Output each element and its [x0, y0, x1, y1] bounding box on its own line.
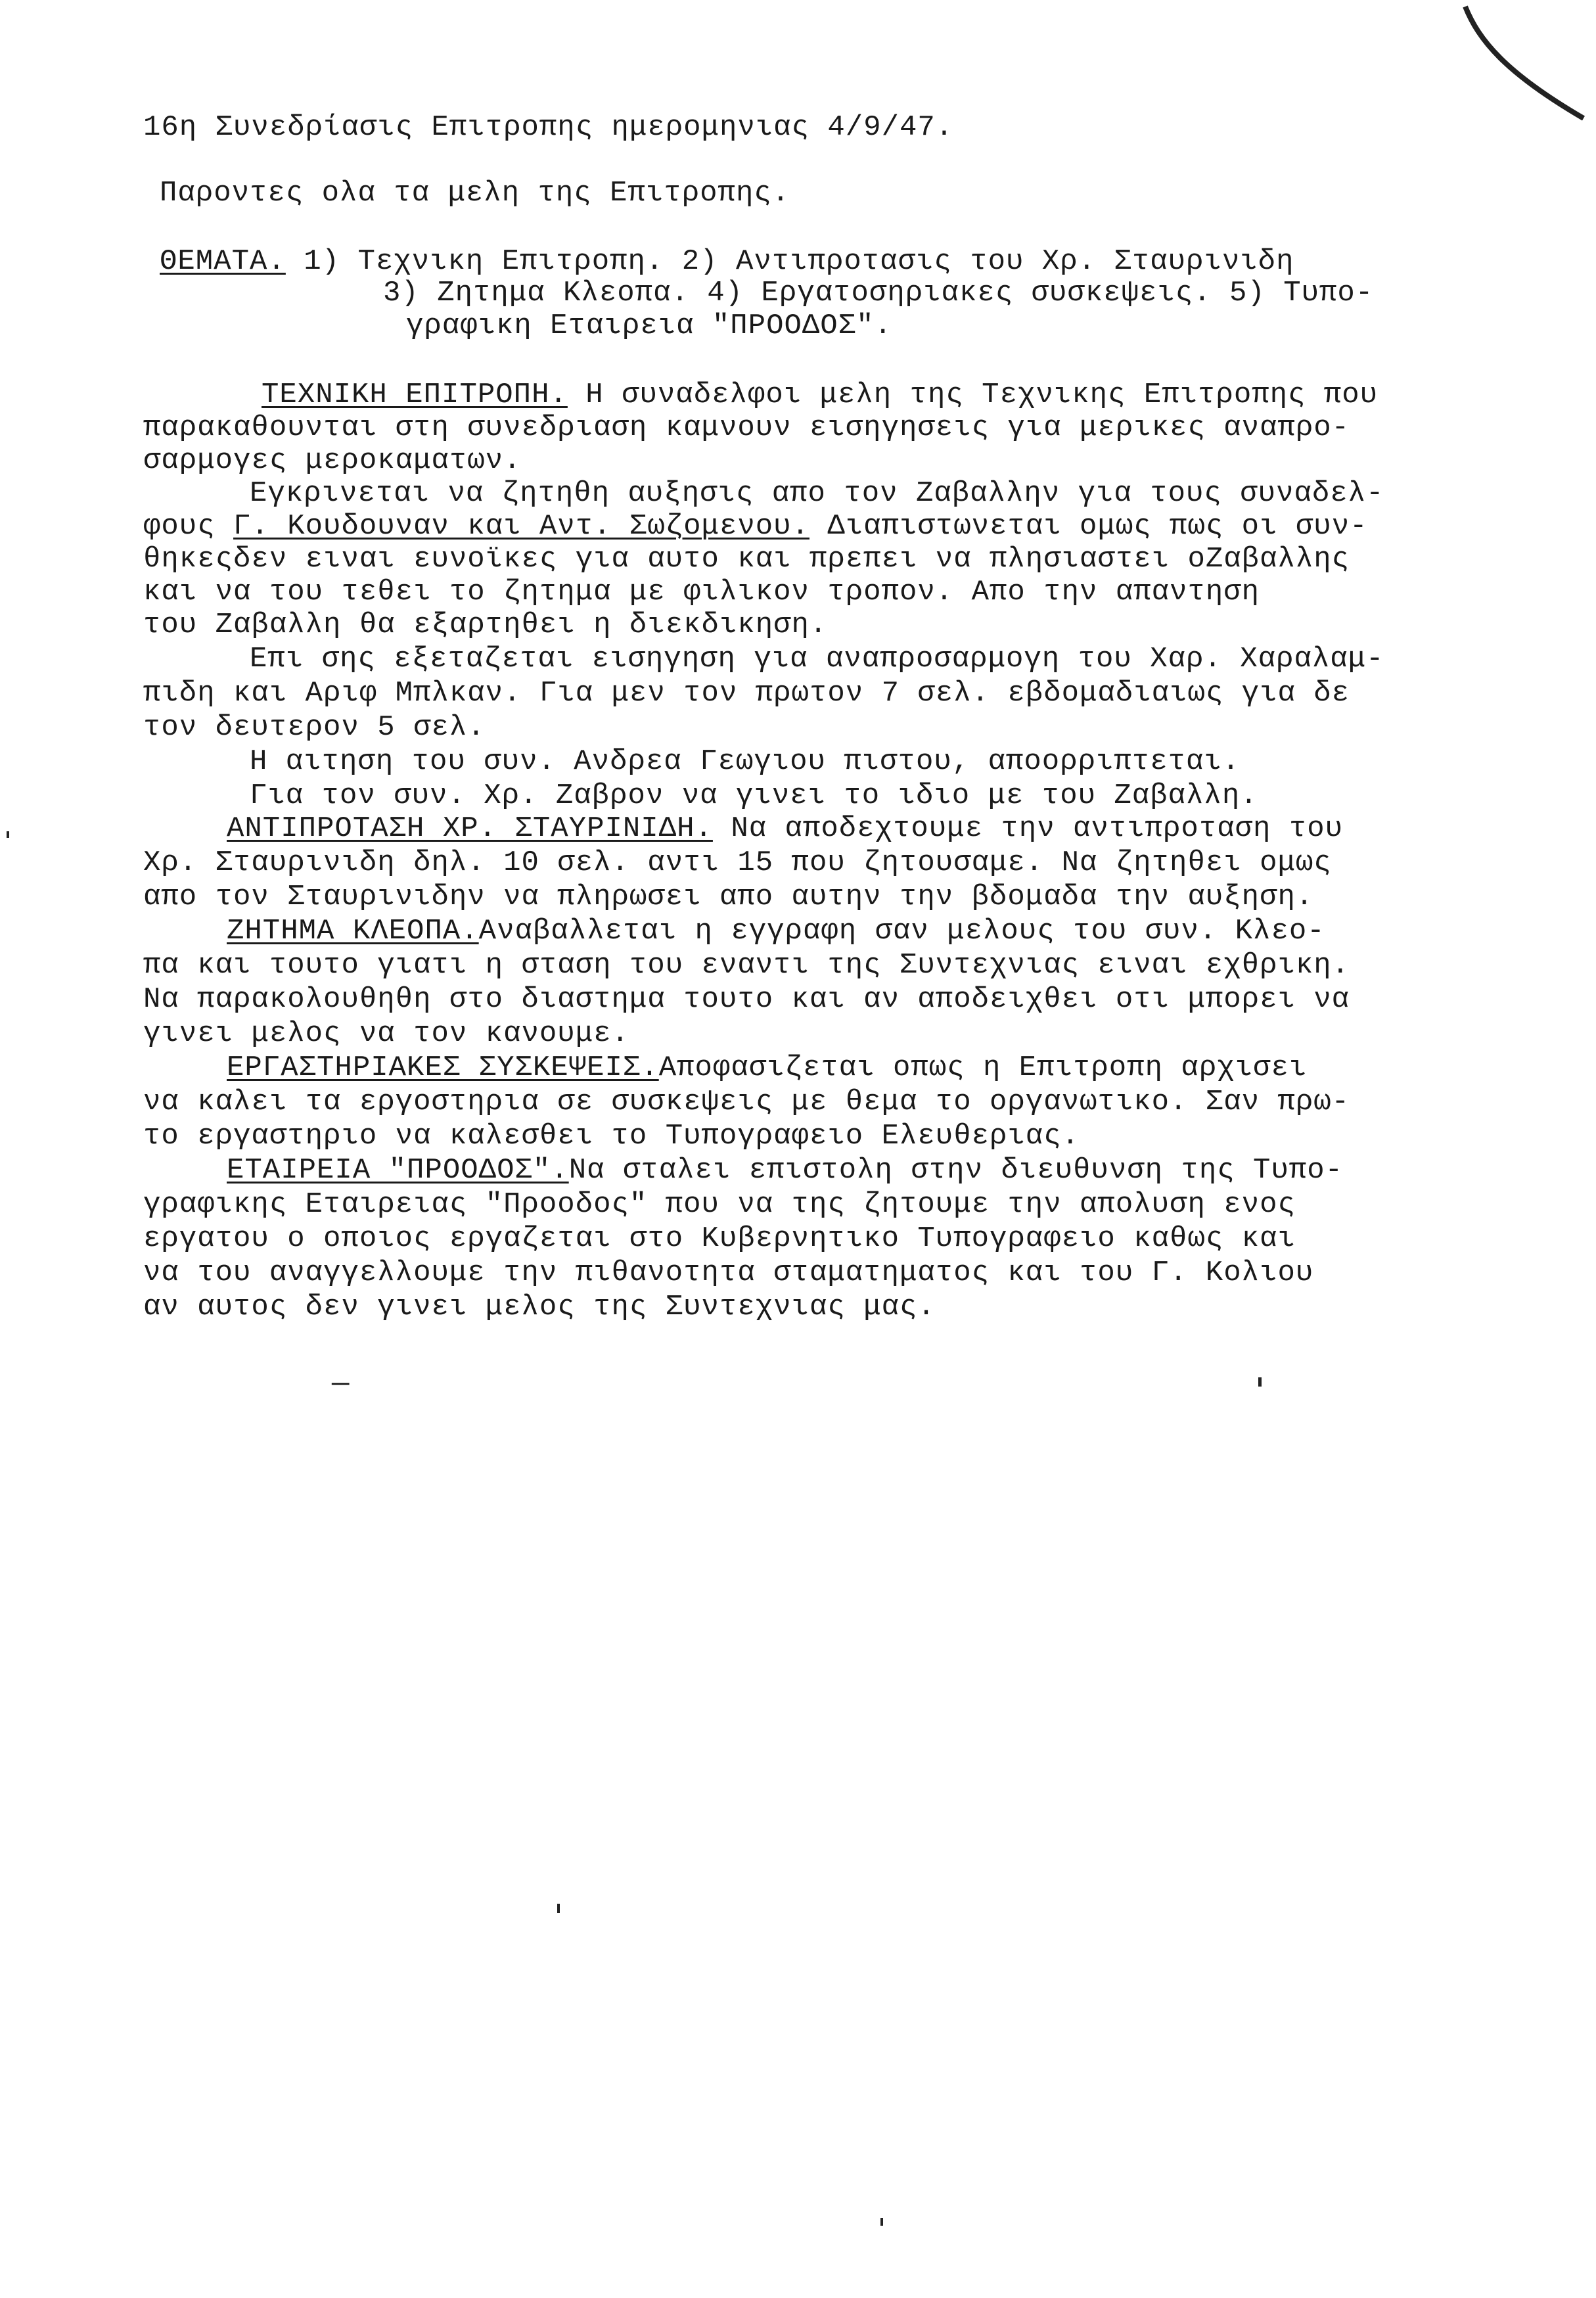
scan-speck	[7, 831, 9, 838]
kleopa-heading: ΖΗΤΗΜΑ ΚΛΕΟΠΑ.	[227, 915, 479, 948]
technical-line-11: τον δευτερον 5 σελ.	[143, 711, 486, 744]
technical-heading: ΤΕΧΝΙΚΗ ΕΠΙΤΡΟΠΗ.	[262, 379, 568, 411]
kleopa-text-1: Αναβαλλεται η εγγραφη σαν μελους του συν. Κλεο-	[478, 915, 1325, 948]
technical-text-1: Η συναδελφοι μελη της Τεχνικης Επιτροπης που	[567, 379, 1379, 411]
present-line: Παροντες ολα τα μελη της Επιτροπης.	[160, 177, 790, 210]
workshops-line-2: να καλει τα εργοστηρια σε συσκεψεις με θεμα το οργανωτικο. Σαν πρω-	[143, 1086, 1350, 1118]
technical-line-12: Η αιτηση του συν. Ανδρεα Γεωγιου πιστου, αποορριπτεται.	[250, 745, 1241, 778]
company-line-3: εργατου ο οποιος εργαζεται στο Κυβερνητικο Τυπογραφειο καθως και	[143, 1222, 1296, 1255]
technical-names: Γ. Κουδουναν και Αντ. Σωζομενου.	[233, 510, 809, 543]
technical-line-13: Για τον συν. Χρ. Ζαβρον να γινει το ιδιο με του Ζαβαλλη.	[250, 779, 1258, 812]
workshops-text-1: Αποφασιζεται οπως η Επιτροπη αρχισει	[658, 1051, 1308, 1084]
scan-speck	[880, 2218, 883, 2226]
company-line-1	[227, 1153, 1343, 1187]
technical-text-5a: φους	[143, 510, 234, 543]
divider: —	[332, 1367, 350, 1400]
kleopa-line-4: γινει μελος να τον κανουμε.	[143, 1017, 629, 1050]
counter-line-2: Χρ. Σταυρινιδη δηλ. 10 σελ. αντι 15 που ζητουσαμε. Να ζητηθει ομως	[143, 846, 1332, 879]
workshops-line-3: το εργαστηριο να καλεσθει το Τυπογραφειο Ελευθεριας.	[143, 1120, 1080, 1153]
kleopa-line-3: Να παρακολουθηθη στο διαστημα τουτο και αν αποδειχθει οτι μπορει να	[143, 983, 1350, 1016]
kleopa-line-2: πα και τουτο γιατι η σταση του εναντι της Συντεχνιας ειναι εχθρικη.	[143, 949, 1350, 982]
technical-line-4: Εγκρινεται να ζητηθη αυξησις απο τον Ζαβαλλην για τους συναδελ-	[250, 477, 1384, 510]
topics-line-1	[160, 244, 1294, 279]
scan-speck	[1258, 1377, 1262, 1387]
kleopa-line-1	[227, 914, 1325, 948]
technical-line-8: του Ζαβαλλη θα εξαρτηθει η διεκδικηση.	[143, 609, 828, 641]
company-line-4: να του αναγγελλουμε την πιθανοτητα σταματηματος και του Γ. Κολιου	[143, 1256, 1314, 1289]
company-heading: ΕΤΑΙΡΕΙΑ "ΠΡΟΟΔΟΣ".	[227, 1154, 569, 1187]
company-line-2: γραφικης Εταιρειας "Προοδος" που να της ζητουμε την απολυση ενος	[143, 1188, 1296, 1221]
counter-text-1: Να αποδεχτουμε την αντιπροταση του	[712, 812, 1344, 845]
topics-line-3: γραφικη Εταιρεια "ΠΡΟΟΔΟΣ".	[406, 310, 892, 342]
technical-text-5b: Διαπιστωνεται ομως πως οι συν-	[809, 510, 1368, 543]
topics-label: ΘΕΜΑΤΑ.	[160, 245, 286, 278]
technical-line-1	[262, 378, 1378, 412]
technical-line-7: και να του τεθει το ζητημα με φιλικον τροπον. Απο την απαντηση	[143, 576, 1260, 609]
technical-line-3: σαρμογες μεροκαματων.	[143, 444, 522, 477]
technical-line-6: θηκεςδεν ειναι ευνοϊκες για αυτο και πρεπει να πλησιαστει οΖαβαλλης	[143, 543, 1350, 576]
technical-line-10: πιδη και Αριφ Μπλκαν. Για μεν τον πρωτον 7 σελ. εβδομαδιαιως για δε	[143, 677, 1350, 710]
counter-line-3: απο τον Σταυρινιδην να πληρωσει απο αυτην την βδομαδα την αυξηση.	[143, 881, 1314, 913]
topics-line-2: 3) Ζητημα Κλεοπα. 4) Εργατοσηριακες συσκεψεις. 5) Τυπο-	[383, 277, 1374, 310]
workshops-heading: ΕΡΓΑΣΤΗΡΙΑΚΕΣ ΣΥΣΚΕΨΕΙΣ.	[227, 1051, 659, 1084]
company-line-5: αν αυτος δεν γινει μελος της Συντεχνιας μας.	[143, 1291, 936, 1323]
technical-line-2: παρακαθουνται στη συνεδριαση καμνουν εισηγησεις για μερικες αναπρο-	[143, 411, 1350, 444]
heading: 16η Συνεδρίασις Επιτροπης ημερομηνιας 4/9/47.	[143, 111, 954, 144]
company-text-1: Να σταλει επιστολη στην διευθυνση της Τυπο-	[568, 1154, 1344, 1187]
workshops-line-1	[227, 1051, 1307, 1085]
technical-line-9: Επι σης εξεταζεται εισηγηση για αναπροσαρμογη του Χαρ. Χαραλαμ-	[250, 643, 1384, 676]
corner-mark	[1452, 0, 1596, 131]
counter-heading: ΑΝΤΙΠΡΟΤΑΣΗ ΧΡ. ΣΤΑΥΡΙΝΙΔΗ.	[227, 812, 713, 845]
counter-line-1	[227, 812, 1343, 846]
topics-text-1: 1) Τεχνικη Επιτροπη. 2) Αντιπροτασις του Χρ. Σταυρινιδη	[285, 245, 1294, 278]
technical-line-5	[143, 509, 1368, 543]
scan-speck	[557, 1904, 560, 1913]
